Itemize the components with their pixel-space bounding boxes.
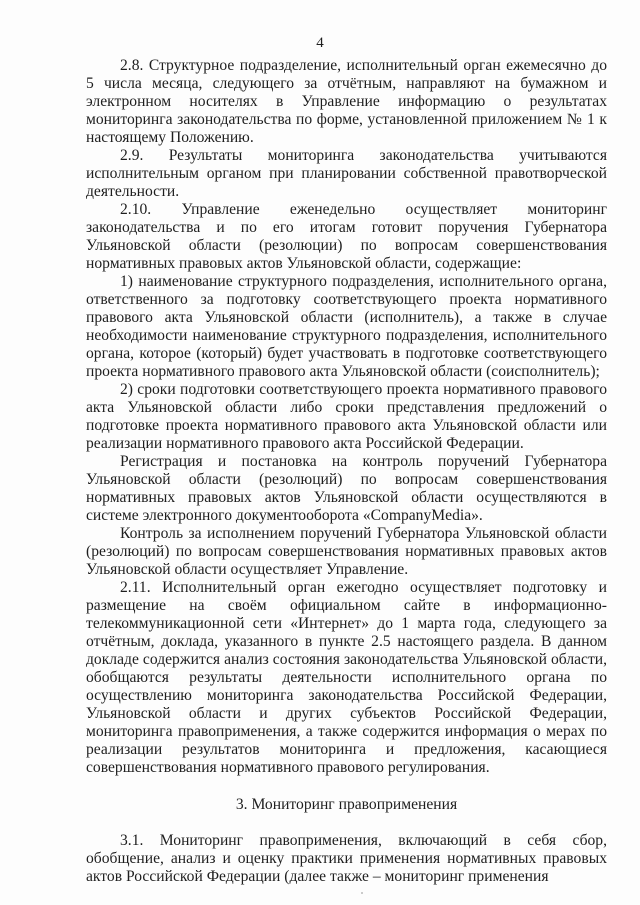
section-3-heading: 3. Мониторинг правоприменения bbox=[235, 796, 458, 813]
page-number: 4 bbox=[316, 35, 324, 51]
list-item-2: 2) сроки подготовки соответствующего проекта нормативного правового акта Ульяновской области либо сроки представления предложений о подготовке проекта нормативного правового акта Ульяновской области или реализации нормативного правового акта Российской Федерации. bbox=[86, 381, 607, 452]
paragraph-2-9: 2.9. Результаты мониторинга законодательства учитываются исполнительным органом при планировании собственной правотворческой деятельности. bbox=[86, 147, 607, 200]
paragraph-2-8: 2.8. Структурное подразделение, исполнительный орган ежемесячно до 5 числа месяца, следующего за отчётным, направляют на бумажном и электронном носителях в Управление информацию о результатах мониторинга законодательства по форме, установленной приложением № 1 к настоящему Положению. bbox=[86, 57, 607, 146]
paragraph-2-10: 2.10. Управление еженедельно осуществляет мониторинг законодательства и по его итогам готовит поручения Губернатора Ульяновской области (резолюции) по вопросам совершенствования нормативных правовых актов Ульяновской области, содержащие: bbox=[86, 201, 607, 272]
paragraph-control: Контроль за исполнением поручений Губернатора Ульяновской области (резолюций) по вопросам совершенствования нормативных правовых актов Ульяновской области осуществляет Управление. bbox=[86, 525, 607, 578]
scan-speck bbox=[361, 892, 363, 894]
list-item-1: 1) наименование структурного подразделения, исполнительного органа, ответственного за подготовку соответствующего проекта нормативного правового акта Ульяновской области (исполнитель), а также в случае необходимости наименование структурного подразделения, исполнительного органа, которое (который) будет участвовать в подготовке соответствующего проекта нормативного правового акта Ульяновской области (соисполнитель); bbox=[86, 273, 607, 380]
document-body bbox=[86, 57, 607, 886]
paragraph-registration: Регистрация и постановка на контроль поручений Губернатора Ульяновской области (резолюций) по вопросам совершенствования нормативных правовых актов Ульяновской области осуществляются в системе электронного документооборота «CompanyMedia». bbox=[86, 453, 607, 524]
paragraph-3-1: 3.1. Мониторинг правоприменения, включающий в себя сбор, обобщение, анализ и оценку практики применения нормативных правовых актов Российской Федерации (далее также – мониторинг применения bbox=[86, 832, 607, 885]
paragraph-2-11: 2.11. Исполнительный орган ежегодно осуществляет подготовку и размещение на своём официальном сайте в информационно-телекоммуникационной сети «Интернет» до 1 марта года, следующего за отчётным, доклада, указанного в пункте 2.5 настоящего раздела. В данном докладе содержится анализ состояния законодательства Ульяновской области, обобщаются результаты деятельности исполнительного органа по осуществлению мониторинга законодательства Российской Федерации, Ульяновской области и других субъектов Российской Федерации, мониторинга правоприменения, а также содержится информация о мерах по реализации результатов мониторинга и предложения, касающиеся совершенствования нормативного правового регулирования. bbox=[86, 579, 607, 776]
